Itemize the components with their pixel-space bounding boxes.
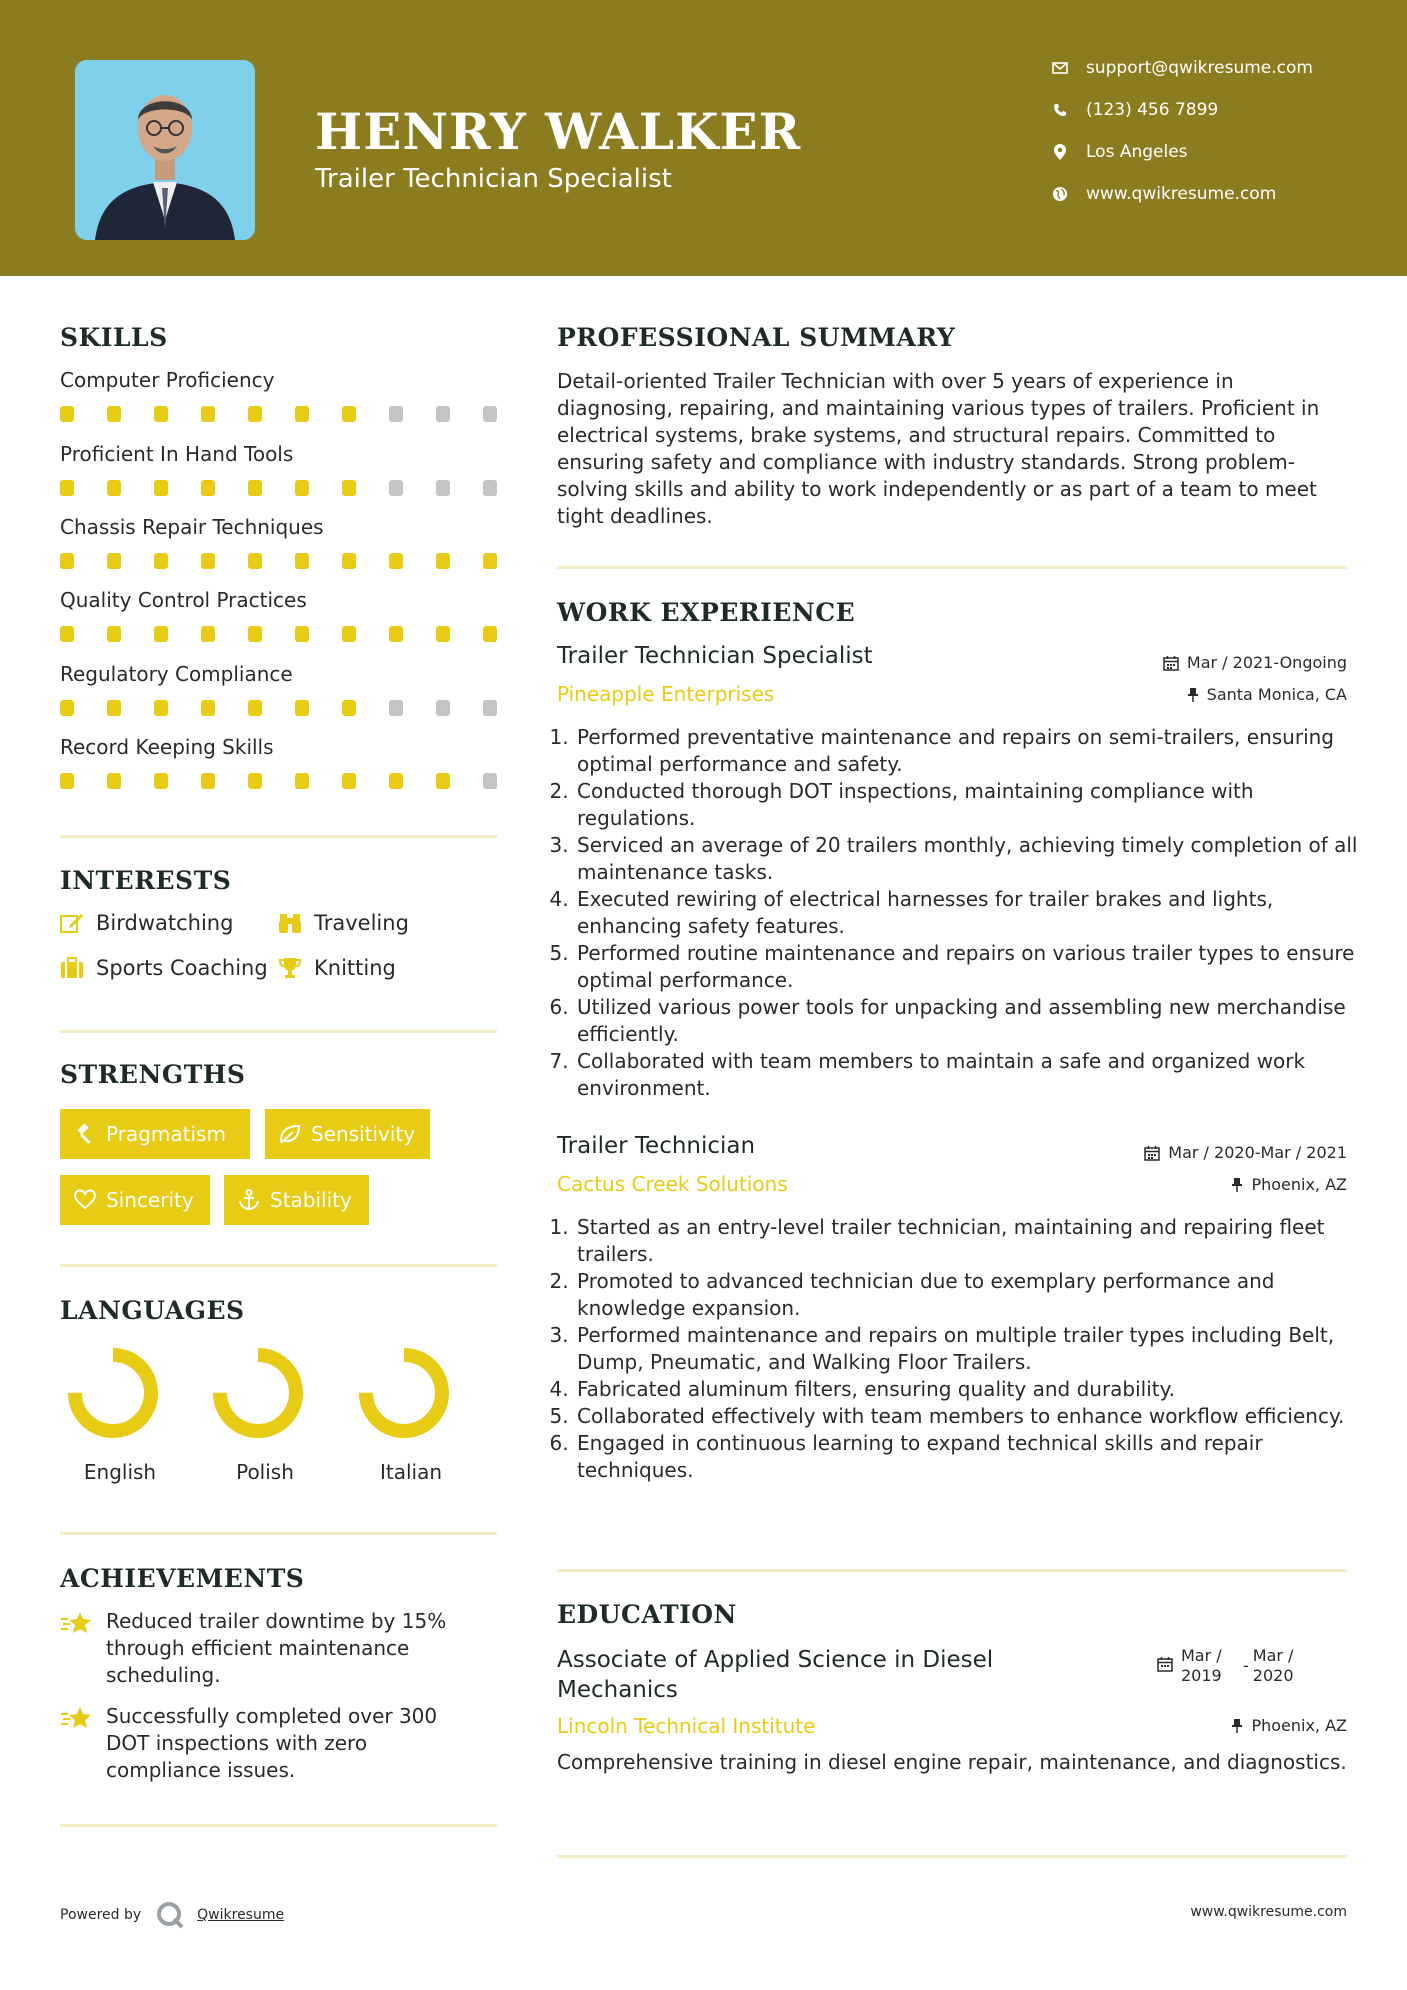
brand-link[interactable]: Qwikresume [197,1907,285,1923]
strength-label: Sincerity [106,1188,194,1212]
job-responsibilities [557,1214,1365,1484]
job-dates-text: Mar / 2021-Ongoing [1186,653,1347,672]
school-name: Lincoln Technical Institute [557,1714,816,1738]
rating-dot-empty [436,700,450,716]
rating-dot-filled [107,773,121,789]
job-title: Trailer Technician [557,1133,756,1159]
contact-email[interactable] [1050,58,1313,78]
job-location-text: Phoenix, AZ [1251,1175,1347,1194]
interest-item [60,956,268,980]
interests-heading: INTERESTS [60,866,232,895]
rating-dot-filled [201,480,215,496]
list-item: 2. Conducted thorough DOT inspections, maintaining compliance with regulations. [575,778,1365,832]
list-item: 2. Promoted to advanced technician due to exemplary performance and knowledge expansion. [575,1268,1365,1322]
achievements-heading: ACHIEVEMENTS [60,1564,305,1593]
degree-title: Associate of Applied Science in Diesel Mechanics [557,1647,994,1703]
company-name: Pineapple Enterprises [557,682,775,706]
rating-dot-filled [342,553,356,569]
rating-dot-empty [389,480,403,496]
job-location [1231,1175,1347,1194]
rating-dot-filled [60,553,74,569]
candidate-title: Trailer Technician Specialist [315,164,672,194]
rating-dot-filled [248,626,262,642]
edit-icon [60,912,84,934]
skill-rating [60,700,530,716]
contact-website-text: www.qwikresume.com [1086,184,1277,204]
achievement-text: Reduced trailer downtime by 15% through efficient maintenance scheduling. [106,1609,447,1687]
map-pin-icon [1050,142,1070,162]
skill-name: Proficient In Hand Tools [60,442,294,466]
rating-dot-filled [342,773,356,789]
interest-item [60,911,233,935]
rating-dot-filled [154,553,168,569]
rating-dot-filled [248,406,262,422]
skill-rating [60,406,530,422]
rating-dot-filled [154,626,168,642]
list-item: 4. Fabricated aluminum filters, ensuring quality and durability. [575,1376,1365,1403]
list-item: 4. Executed rewiring of electrical harnesses for trailer brakes and lights, enhancing safety features. [575,886,1365,940]
footer-powered-by [60,1900,284,1930]
language-ring [354,1343,454,1443]
language-label: Italian [379,1460,443,1484]
rating-dot-filled [295,480,309,496]
skill-rating [60,553,530,569]
education-location [1231,1716,1347,1735]
star-icon [60,1610,92,1636]
calendar-icon [1163,655,1179,671]
pushpin-icon [1187,687,1199,703]
rating-dot-filled [201,626,215,642]
pushpin-icon [1231,1177,1243,1193]
rating-dot-filled [154,700,168,716]
job-location [1187,685,1347,704]
job-dates [1144,1143,1347,1162]
list-item: 7. Collaborated with team members to maintain a safe and organized work environment. [575,1048,1365,1102]
rating-dot-empty [483,406,497,422]
list-item: 3. Serviced an average of 20 trailers monthly, achieving timely completion of all maintenance tasks. [575,832,1365,886]
strength-tag [60,1175,210,1225]
skill-name: Computer Proficiency [60,368,275,392]
rating-dot-filled [342,626,356,642]
rating-dot-filled [248,700,262,716]
rating-dot-filled [60,773,74,789]
skill-name: Quality Control Practices [60,588,307,612]
calendar-icon [1144,1145,1160,1161]
company-name: Cactus Creek Solutions [557,1172,788,1196]
section-divider [60,835,497,838]
language-label: Polish [236,1460,294,1484]
experience-heading: WORK EXPERIENCE [557,598,856,627]
interest-label: Birdwatching [96,911,234,935]
rating-dot-filled [436,773,450,789]
rating-dot-filled [201,553,215,569]
contact-email-text: support@qwikresume.com [1086,58,1313,78]
interest-label: Knitting [314,956,396,980]
job-dates-text: Mar / 2020-Mar / 2021 [1168,1143,1347,1162]
globe-icon [1050,184,1070,204]
rating-dot-filled [248,480,262,496]
language-label: English [83,1460,157,1484]
footer-website[interactable]: www.qwikresume.com [1190,1904,1347,1920]
list-item: 5. Performed routine maintenance and repairs on various trailer types to ensure optimal performance. [575,940,1365,994]
rating-dot-filled [107,626,121,642]
rating-dot-empty [436,406,450,422]
rating-dot-filled [154,480,168,496]
section-divider [60,1532,497,1535]
calendar-icon [1157,1656,1173,1672]
skill-name: Record Keeping Skills [60,735,274,759]
education-heading: EDUCATION [557,1600,737,1629]
rating-dot-filled [107,553,121,569]
briefcase-icon [60,957,84,979]
strength-tag [224,1175,369,1225]
date-separator: - [1243,1656,1249,1675]
qwikresume-logo-icon [155,1900,185,1930]
rating-dot-filled [342,700,356,716]
candidate-name: HENRY WALKER [315,102,802,161]
rating-dot-empty [436,480,450,496]
section-divider [557,566,1347,569]
skill-rating [60,626,530,642]
binoculars-icon [278,912,302,934]
language-ring [208,1343,308,1443]
strength-tag [265,1109,430,1159]
rating-dot-filled [60,406,74,422]
skill-name: Regulatory Compliance [60,662,293,686]
skill-rating [60,480,530,496]
rating-dot-filled [201,406,215,422]
contact-phone[interactable] [1050,100,1218,120]
section-divider [60,1030,497,1033]
rating-dot-filled [154,406,168,422]
section-divider [60,1824,497,1827]
rating-dot-filled [60,626,74,642]
summary-heading: PROFESSIONAL SUMMARY [557,323,956,352]
strength-label: Sensitivity [311,1122,416,1146]
list-item: 1. Started as an entry-level trailer technician, maintaining and repairing fleet trailers. [575,1214,1365,1268]
person-portrait-icon [75,60,255,240]
rating-dot-empty [389,406,403,422]
rating-dot-filled [107,480,121,496]
job-responsibilities [557,724,1365,1102]
rating-dot-filled [154,773,168,789]
interest-item [278,956,396,980]
list-item: 3. Performed maintenance and repairs on multiple trailer types including Belt, Dump, Pneumatic, and Walking Floor Trailers. [575,1322,1365,1376]
rating-dot-filled [389,553,403,569]
section-divider [557,1855,1347,1858]
anchor-icon [238,1189,260,1211]
star-icon [60,1705,92,1731]
rating-dot-filled [389,773,403,789]
languages-heading: LANGUAGES [60,1296,245,1325]
header-banner [0,0,1407,276]
strengths-heading: STRENGTHS [60,1060,246,1089]
heart-icon [74,1189,96,1211]
skill-rating [60,773,530,789]
rating-dot-filled [342,406,356,422]
skills-heading: SKILLS [60,323,168,352]
rating-dot-filled [201,700,215,716]
rating-dot-empty [483,700,497,716]
contact-location [1050,142,1188,162]
rating-dot-filled [436,553,450,569]
achievement-text: Successfully completed over 300 DOT inspections with zero compliance issues. [106,1704,438,1782]
achievement-item [60,1703,460,1784]
phone-icon [1050,100,1070,120]
profile-photo [75,60,255,240]
education-end: Mar / 2020 [1252,1646,1294,1685]
job-title: Trailer Technician Specialist [557,643,873,669]
rating-dot-filled [389,626,403,642]
rating-dot-filled [60,480,74,496]
education-dates [1157,1646,1305,1686]
envelope-icon [1050,58,1070,78]
rating-dot-filled [295,773,309,789]
rating-dot-filled [60,700,74,716]
trophy-icon [278,957,302,979]
rating-dot-filled [248,773,262,789]
language-ring [63,1343,163,1443]
interest-item [278,911,409,935]
rating-dot-filled [436,626,450,642]
rating-dot-empty [483,773,497,789]
rating-dot-empty [483,480,497,496]
rating-dot-filled [248,553,262,569]
strength-label: Pragmatism [106,1122,226,1146]
contact-phone-text: (123) 456 7899 [1086,100,1219,120]
pushpin-icon [1231,1718,1243,1734]
rating-dot-filled [295,553,309,569]
contact-location-text: Los Angeles [1086,142,1188,162]
summary-text: Detail-oriented Trailer Technician with over 5 years of experience in diagnosing, repairing, and maintaining various types of trailers. Proficient in electrical systems, brake systems, and structural repairs. Committed to ensuring safety and compliance with industry standards. Strong problem-solving skills and ability to work independently or as part of a team to meet tight deadlines. [557,369,1320,528]
strength-label: Stability [270,1188,352,1212]
rating-dot-filled [107,700,121,716]
skill-name: Chassis Repair Techniques [60,515,324,539]
education-location-text: Phoenix, AZ [1251,1716,1347,1735]
rating-dot-filled [295,626,309,642]
list-item: 6. Engaged in continuous learning to expand technical skills and repair techniques. [575,1430,1365,1484]
interest-label: Traveling [314,911,409,935]
leaf-icon [279,1123,301,1145]
job-location-text: Santa Monica, CA [1206,685,1347,704]
education-start: Mar / 2019 [1181,1646,1222,1685]
rating-dot-filled [201,773,215,789]
contact-website[interactable] [1050,184,1276,204]
section-divider [60,1264,497,1267]
achievement-item [60,1608,460,1689]
interest-label: Sports Coaching [96,956,268,980]
list-item: 1. Performed preventative maintenance and repairs on semi-trailers, ensuring optimal performance and safety. [575,724,1365,778]
rating-dot-filled [107,406,121,422]
list-item: 6. Utilized various power tools for unpacking and assembling new merchandise efficiently. [575,994,1365,1048]
powered-by-label: Powered by [60,1907,142,1923]
rating-dot-filled [483,626,497,642]
list-item: 5. Collaborated effectively with team members to enhance workflow efficiency. [575,1403,1365,1430]
gavel-icon [74,1123,96,1145]
rating-dot-filled [295,700,309,716]
rating-dot-filled [342,480,356,496]
job-dates [1163,653,1347,672]
education-description: Comprehensive training in diesel engine repair, maintenance, and diagnostics. [557,1750,1347,1774]
rating-dot-filled [295,406,309,422]
strength-tag [60,1109,250,1159]
rating-dot-empty [389,700,403,716]
rating-dot-filled [483,553,497,569]
section-divider [557,1569,1347,1572]
